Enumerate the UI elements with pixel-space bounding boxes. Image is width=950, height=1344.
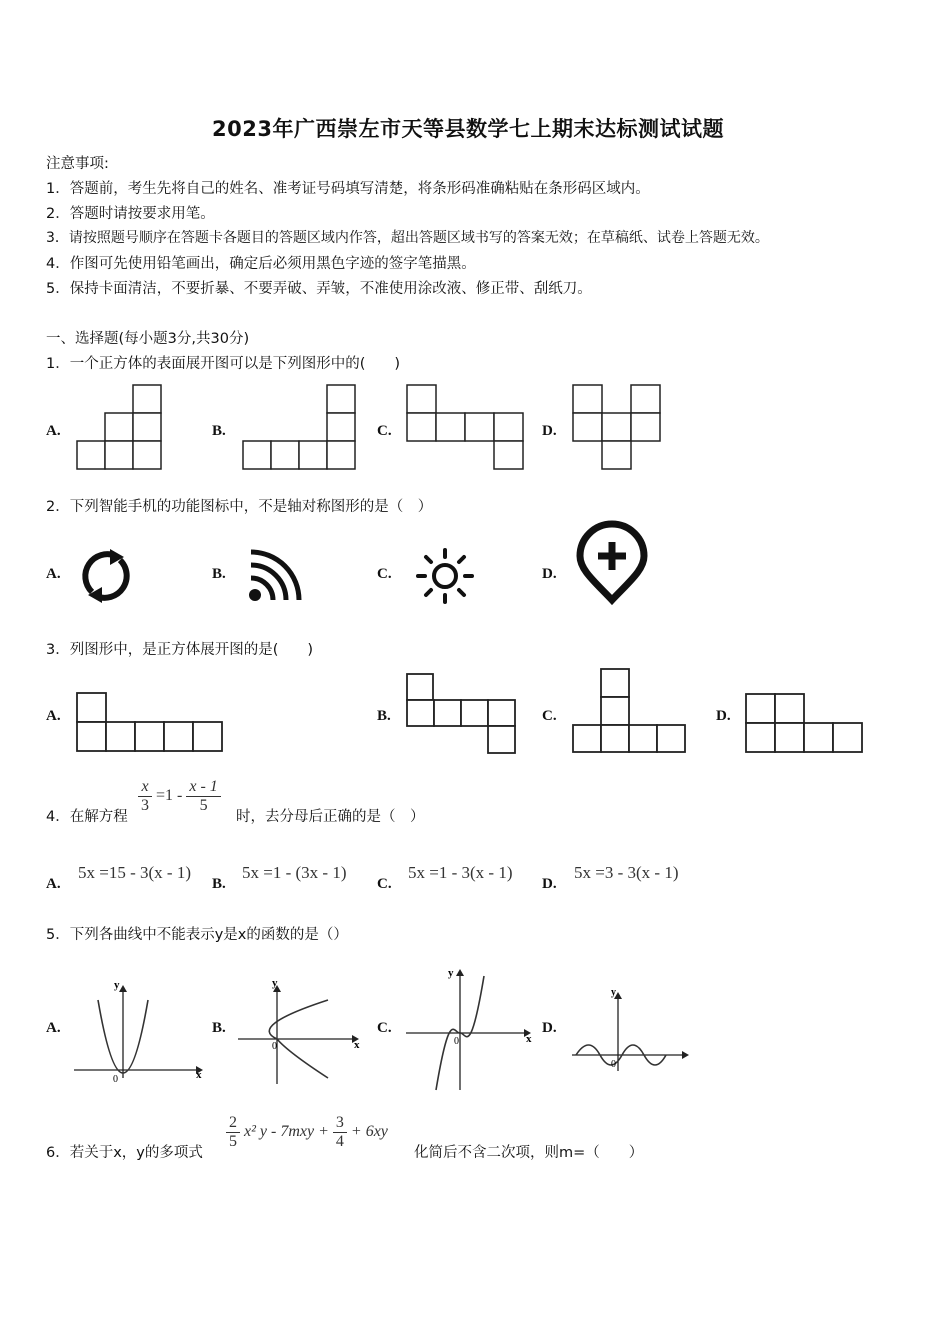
- q3-net-c: [571, 667, 691, 755]
- polynomial-term: + 6xy: [350, 1123, 388, 1141]
- question-5: 5．下列各曲线中不能表示y是x的函数的是（）: [46, 927, 348, 943]
- question-6-suffix: 化简后不含二次项，则m=（ ）: [414, 1145, 644, 1161]
- option-label-d: D.: [542, 566, 557, 582]
- option-label-b: B.: [377, 708, 391, 724]
- option-label-c: C.: [377, 423, 392, 439]
- question-1: 1．一个正方体的表面展开图可以是下列图形中的( ): [46, 356, 401, 372]
- q1-net-b: [240, 384, 360, 474]
- q4-option-c: 5x =1 - 3(x - 1): [408, 863, 513, 882]
- graph-sine-wave: [570, 985, 694, 1073]
- option-label-a: A.: [46, 708, 61, 724]
- fraction-denominator: 3: [138, 796, 152, 815]
- axis-label-x: x: [526, 1033, 532, 1045]
- option-label-d: D.: [542, 1020, 557, 1036]
- axis-label-x: x: [354, 1039, 360, 1051]
- q4-option-a: 5x =15 - 3(x - 1): [78, 863, 191, 882]
- fraction-numerator: 2: [229, 1114, 237, 1131]
- fraction-numerator: x - 1: [189, 778, 218, 795]
- refresh-icon: [76, 546, 136, 606]
- q3-net-d: [744, 692, 868, 754]
- question-6-prefix: 6．若关于x，y的多项式: [46, 1145, 203, 1161]
- option-label-b: B.: [212, 566, 226, 582]
- option-label-d: D.: [542, 876, 557, 892]
- axis-label-y: y: [611, 987, 616, 998]
- axis-label-y: y: [272, 977, 278, 989]
- equation-middle: =1 -: [156, 787, 183, 805]
- fraction-numerator: 3: [335, 1114, 344, 1131]
- option-label-b: B.: [212, 1020, 226, 1036]
- polynomial: [226, 1114, 388, 1151]
- question-4-suffix: 时，去分母后正确的是（ ）: [236, 809, 425, 825]
- axis-label-y: y: [448, 967, 454, 979]
- notes-heading: 注意事项:: [46, 156, 109, 172]
- note-item: 2．答题时请按要求用笔。: [46, 206, 215, 222]
- equation: [138, 778, 221, 815]
- graph-sideways-parabola: [236, 978, 366, 1088]
- fraction-denominator: 5: [226, 1132, 240, 1151]
- option-label-d: D.: [716, 708, 731, 724]
- location-add-icon: [575, 522, 649, 606]
- graph-parabola-up: [72, 978, 207, 1083]
- note-item: 1．答题前，考生先将自己的姓名、准考证号码填写清楚，将条形码准确粘贴在条形码区域内。: [46, 181, 650, 197]
- question-4-prefix: 4．在解方程: [46, 809, 128, 825]
- q1-net-c: [405, 384, 530, 474]
- option-label-a: A.: [46, 1020, 61, 1036]
- q4-option-b: 5x =1 - (3x - 1): [242, 863, 347, 882]
- section-heading: 一、选择题(每小题3分,共30分): [46, 331, 250, 347]
- option-label-a: A.: [46, 566, 61, 582]
- axis-label-x: x: [196, 1069, 202, 1081]
- graph-cubic: [404, 966, 542, 1096]
- axis-label-origin: 0: [454, 1036, 459, 1047]
- option-label-c: C.: [377, 876, 392, 892]
- q1-net-d: [571, 384, 666, 474]
- q3-net-a: [75, 692, 225, 754]
- fraction-numerator: x: [141, 778, 149, 795]
- note-item: 4．作图可先使用铅笔画出，确定后必须用黑色字迹的签字笔描黑。: [46, 256, 476, 272]
- axis-label-origin: 0: [272, 1041, 277, 1052]
- option-label-b: B.: [212, 423, 226, 439]
- q1-net-a: [76, 384, 166, 474]
- option-label-c: C.: [377, 1020, 392, 1036]
- option-label-c: C.: [377, 566, 392, 582]
- q4-option-d: 5x =3 - 3(x - 1): [574, 863, 679, 882]
- option-label-a: A.: [46, 423, 61, 439]
- question-2: 2．下列智能手机的功能图标中，不是轴对称图形的是（ ）: [46, 499, 433, 515]
- axis-label-origin: 0: [611, 1059, 616, 1070]
- axis-label-y: y: [114, 979, 120, 991]
- fraction-denominator: 4: [333, 1132, 347, 1151]
- axis-label-origin: 0: [113, 1074, 118, 1085]
- polynomial-term: x² y - 7mxy +: [244, 1123, 329, 1141]
- option-label-b: B.: [212, 876, 226, 892]
- fraction-denominator: 5: [186, 796, 220, 815]
- option-label-a: A.: [46, 876, 61, 892]
- note-item: 5．保持卡面清洁，不要折暴、不要弄破、弄皱，不准使用涂改液、修正带、刮纸刀。: [46, 281, 592, 297]
- option-label-d: D.: [542, 423, 557, 439]
- wifi-signal-icon: [247, 548, 303, 604]
- question-3: 3．列图形中，是正方体展开图的是( ): [46, 642, 314, 658]
- page-title: 2023年广西崇左市天等县数学七上期末达标测试试题: [212, 117, 724, 141]
- brightness-icon: [414, 547, 476, 605]
- q3-net-b: [405, 672, 517, 756]
- note-item: 3．请按照题号顺序在答题卡各题目的答题区域内作答，超出答题区域书写的答案无效；在草稿纸、试卷上答题无效。: [46, 230, 769, 246]
- option-label-c: C.: [542, 708, 557, 724]
